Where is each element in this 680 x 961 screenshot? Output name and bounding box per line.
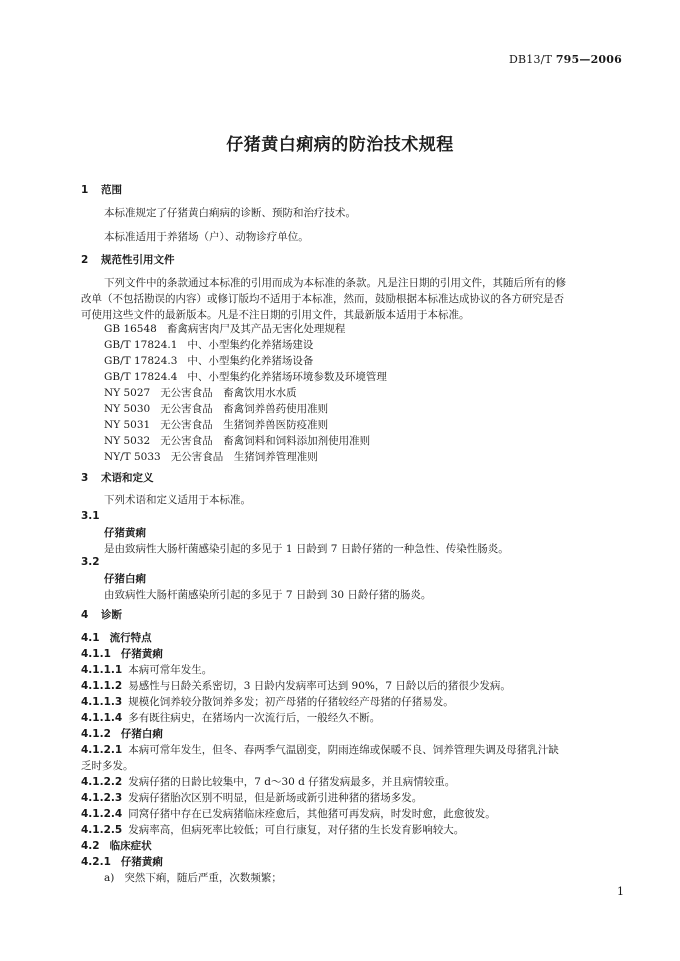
paragraph: 本标准适用于养猪场（户）、动物诊疗单位。 <box>104 231 309 243</box>
reference-item: NY 5030 无公害食品 畜禽饲养兽药使用准则 <box>104 403 329 415</box>
reference-item: GB/T 17824.4 中、小型集约化养猪场环境参数及环境管理 <box>104 371 387 383</box>
term: 仔猪白痢 <box>104 573 146 585</box>
reference-item: GB 16548 畜禽病害肉尸及其产品无害化处理规程 <box>104 323 346 335</box>
paragraph: 下列术语和定义适用于本标准。 <box>104 494 251 506</box>
clause-item: 4.1.1.3 规模化饲养较分散饲养多发；初产母猪的仔猪较经产母猪的仔猪易发。 <box>81 696 454 708</box>
clause-item: 4.1.2.4 同窝仔猪中存在已发病猪临床痊愈后，其他猪可再发病，时发时愈，此愈彼发。 <box>81 808 496 820</box>
document-code <box>509 53 622 66</box>
term: 仔猪黄痢 <box>104 527 146 539</box>
paragraph-line: 可使用这些文件的最新版本。凡是不注日期的引用文件，其最新版本适用于本标准。 <box>81 309 470 321</box>
subsection-heading: 4.1 流行特点 <box>81 632 152 644</box>
clause-item: 4.1.1.4 多有既往病史，在猪场内一次流行后，一般经久不断。 <box>81 712 381 724</box>
term-definition: 是由致病性大肠杆菌感染引起的多见于 1 日龄到 7 日龄仔猪的一种急性、传染性肠炎。 <box>104 543 509 555</box>
clause-item: 4.1.1.1 本病可常年发生。 <box>81 664 213 676</box>
clause-number: 3.1 <box>81 510 100 522</box>
clause-item-continuation: 乏时多发。 <box>81 760 134 772</box>
paragraph-line: 下列文件中的条款通过本标准的引用而成为本标准的条款。凡是注日期的引用文件，其随后所有的修 <box>104 277 566 289</box>
reference-item: NY 5027 无公害食品 畜禽饮用水水质 <box>104 387 297 399</box>
reference-item: NY 5032 无公害食品 畜禽饲料和饲料添加剂使用准则 <box>104 435 371 447</box>
reference-item: GB/T 17824.1 中、小型集约化养猪场建设 <box>104 339 314 351</box>
subsection-heading: 4.2 临床症状 <box>81 840 152 852</box>
term-definition: 由致病性大肠杆菌感染所引起的多见于 7 日龄到 30 日龄仔猪的肠炎。 <box>104 589 432 601</box>
clause-number: 3.2 <box>81 556 100 568</box>
section-heading-1: 1 范围 <box>81 184 122 196</box>
clause-item: 4.1.2.5 发病率高，但病死率比较低；可自行康复，对仔猪的生长发育影响较大。 <box>81 824 465 836</box>
section-heading-2: 2 规范性引用文件 <box>81 254 175 266</box>
reference-item: NY/T 5033 无公害食品 生猪饲养管理准则 <box>104 451 318 463</box>
document-title: 仔猪黄白痢病的防治技术规程 <box>226 135 454 155</box>
reference-item: NY 5031 无公害食品 生猪饲养兽医防疫准则 <box>104 419 329 431</box>
paragraph: 本标准规定了仔猪黄白痢病的诊断、预防和治疗技术。 <box>104 207 356 219</box>
clause-item: 4.1.2.3 发病仔猪胎次区别不明显，但是新场或新引进种猪的猪场多发。 <box>81 792 423 804</box>
subsection-heading: 4.2.1 仔猪黄痢 <box>81 856 163 868</box>
clause-item: 4.1.2.2 发病仔猪的日龄比较集中，7 d～30 d 仔猪发病最多，并且病情较重。 <box>81 776 456 788</box>
doc-id-prefix: DB13/T <box>508 53 553 66</box>
subsection-heading: 4.1.2 仔猪白痢 <box>81 728 163 740</box>
subsection-heading: 4.1.1 仔猪黄痢 <box>81 648 163 660</box>
page-number: 1 <box>617 885 624 898</box>
section-heading-4: 4 诊断 <box>81 609 122 621</box>
clause-item: 4.1.1.2 易感性与日龄关系密切，3 日龄内发病率可达到 90%，7 日龄以后的猪很少发病。 <box>81 680 511 692</box>
list-item: a) 突然下痢，随后严重，次数频繁； <box>104 872 282 884</box>
clause-item: 4.1.2.1 本病可常年发生，但冬、春两季气温剧变，阴雨连绵或保暖不良、饲养管理失调及母猪乳汁缺 <box>81 744 559 756</box>
reference-item: GB/T 17824.3 中、小型集约化养猪场设备 <box>104 355 314 367</box>
section-heading-3: 3 术语和定义 <box>81 472 154 484</box>
doc-id-number: 795—2006 <box>555 53 622 66</box>
paragraph-line: 改单（不包括勘误的内容）或修订版均不适用于本标准，然而，鼓励根据本标准达成协议的各方研究是否 <box>81 293 564 305</box>
